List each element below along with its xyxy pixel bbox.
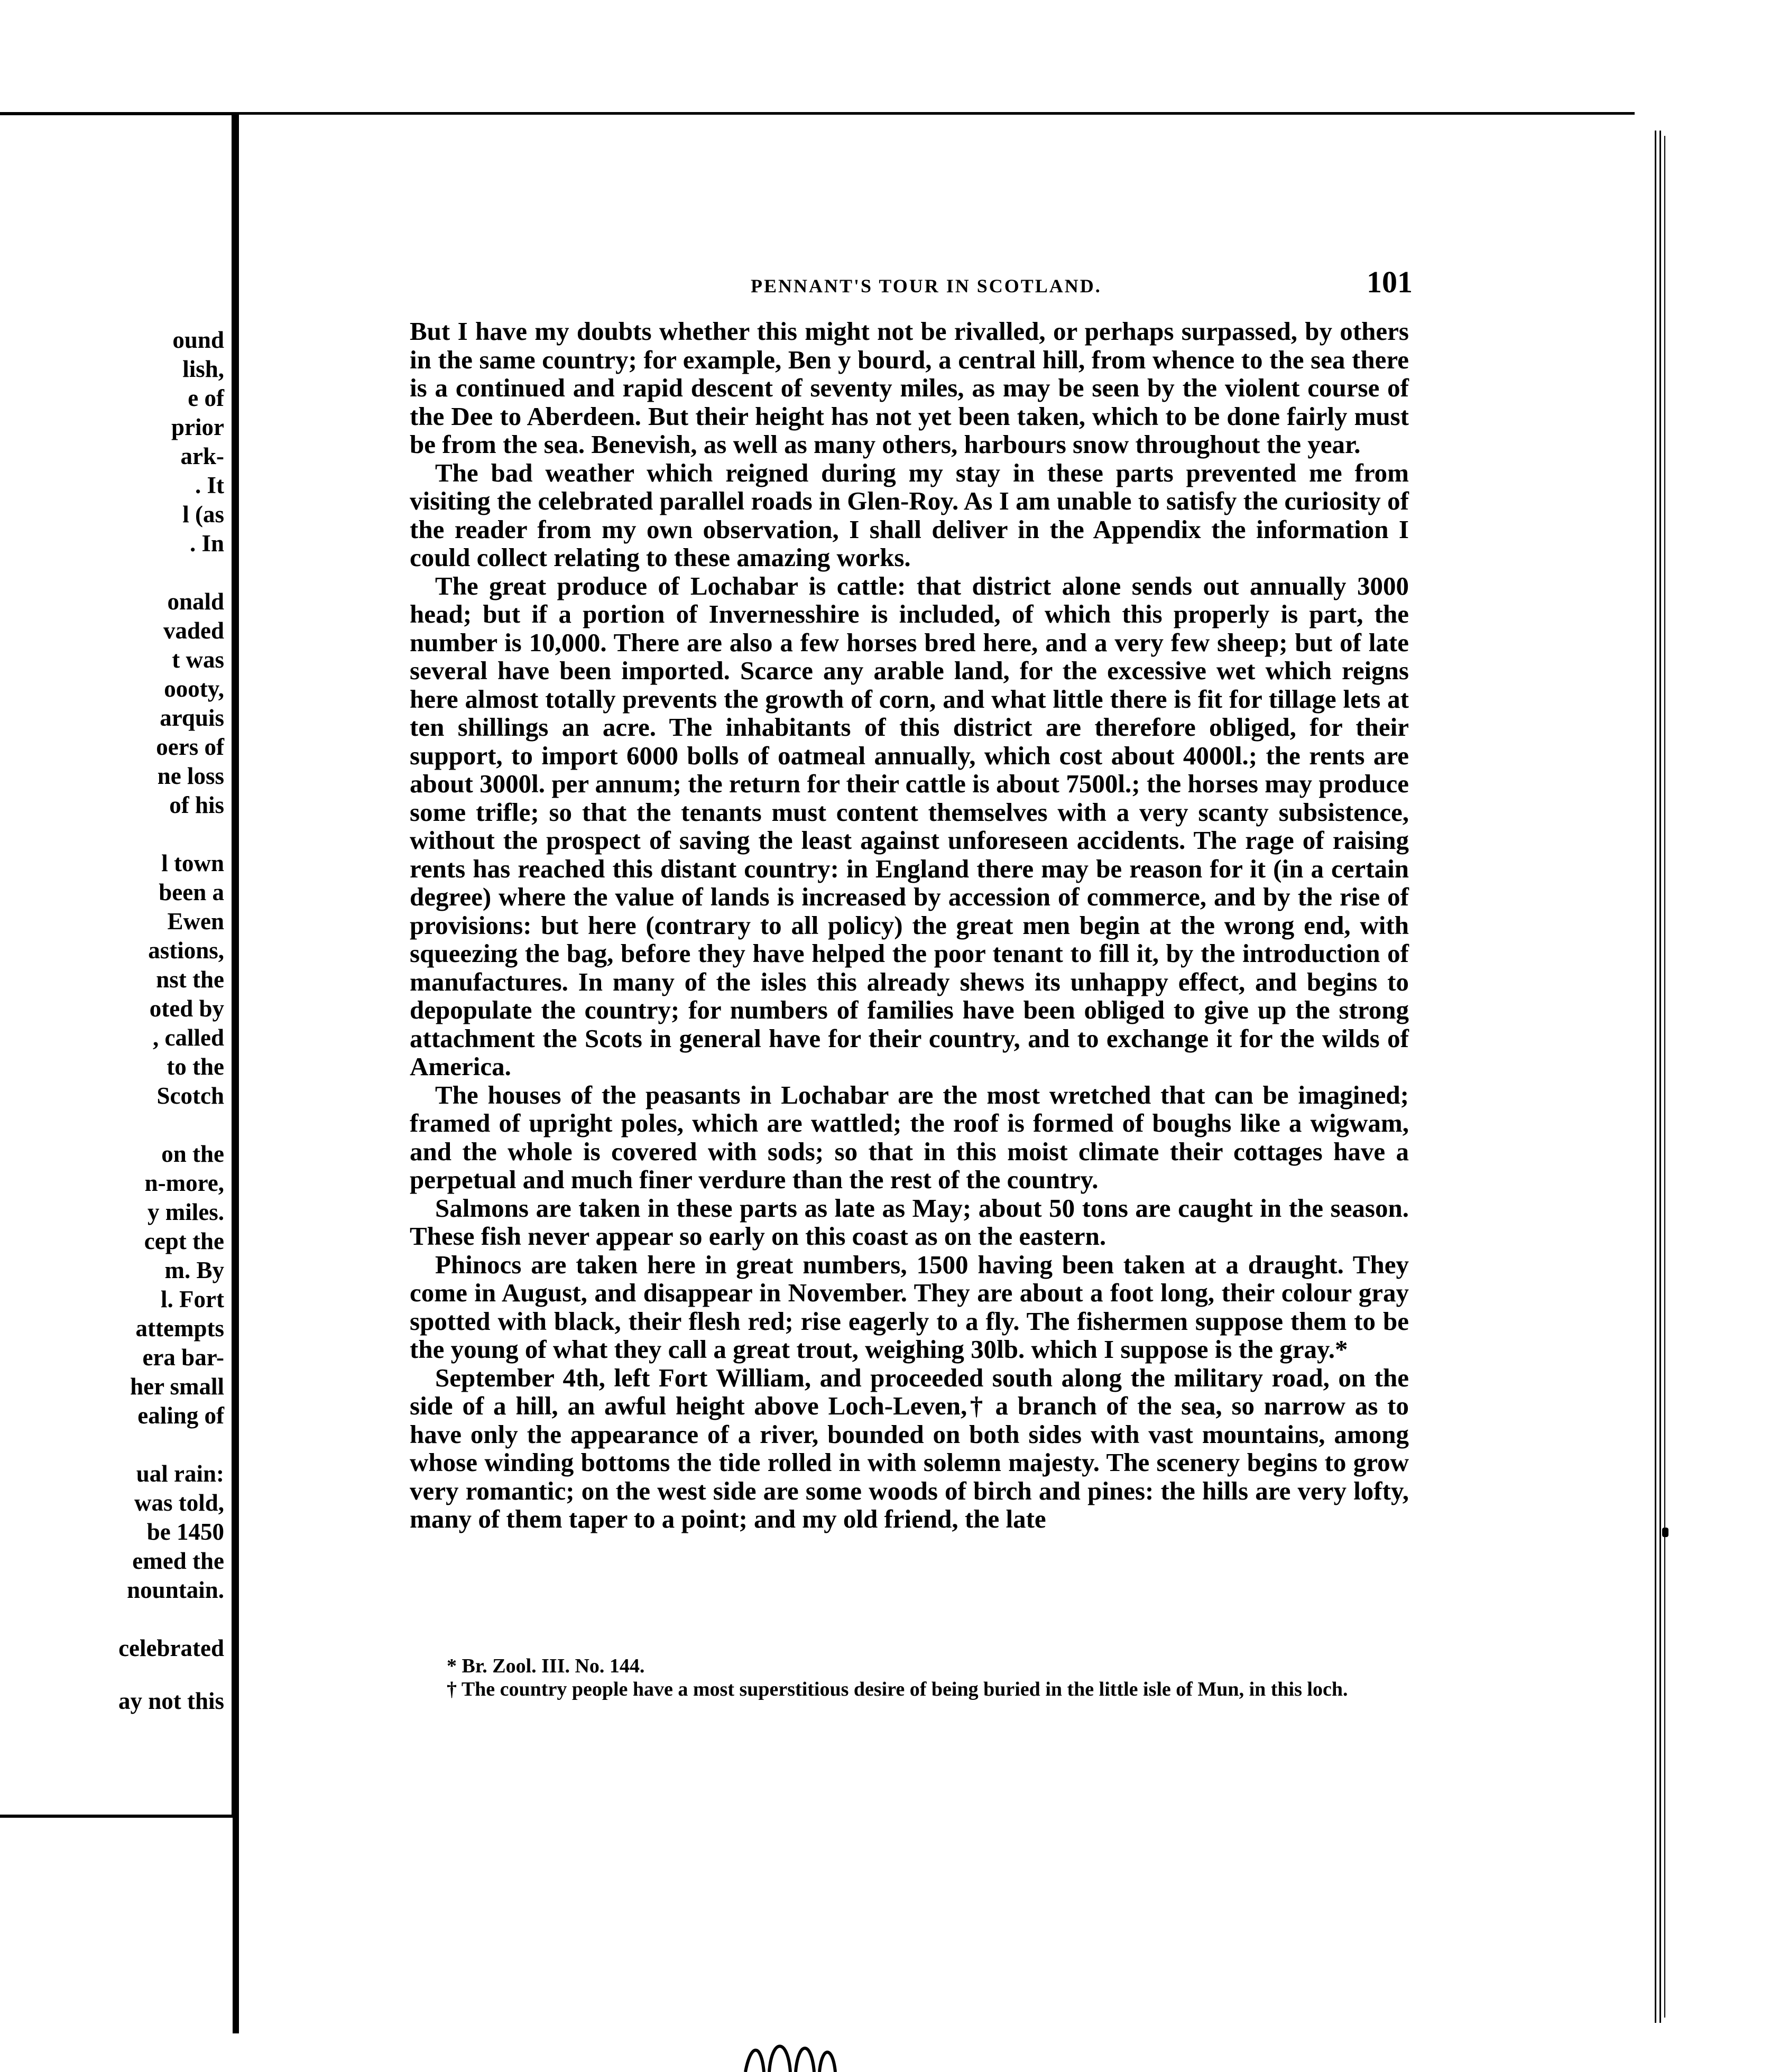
facing-page-line: her small xyxy=(130,1373,224,1400)
body-text xyxy=(410,317,1409,1533)
facing-page-line: ark- xyxy=(180,443,224,469)
paragraph: The bad weather which reigned during my stay in these parts prevented me from visiting the celebrated parallel roads in Glen-Roy. As I am unable to satisfy the curiosity of the reader from my own observation, I shall deliver in the Appendix the information I could collect relating to these amazing works. xyxy=(410,458,1409,572)
paragraph: Salmons are taken in these parts as late as May; about 50 tons are caught in the season. These fish never appear so early on this coast as on the eastern. xyxy=(410,1193,1409,1251)
facing-page-line: n-more, xyxy=(144,1170,224,1196)
facing-page-line: , called xyxy=(153,1024,224,1051)
footnote: † The country people have a most superstitious desire of being buried in the little isle of Mun, in this loch. xyxy=(447,1678,1348,1700)
facing-page-line: nountain. xyxy=(127,1577,224,1603)
facing-page-line: oted by xyxy=(149,995,224,1022)
page-edge xyxy=(1655,131,1661,2023)
paragraph: The houses of the peasants in Lochabar are the most wretched that can be imagined; framed of upright poles, which are wattled; the roof is formed of boughs like a wigwam, and the whole is covered with sods; so that in this moist climate their cottages have a perpetual and much finer verdure than the rest of the country. xyxy=(410,1080,1409,1194)
facing-page-line: ay not this xyxy=(118,1688,224,1714)
facing-page-left xyxy=(0,112,239,1818)
footnotes xyxy=(410,1654,1409,1701)
facing-page-line: . In xyxy=(189,530,224,557)
facing-page-line: lish, xyxy=(182,356,224,382)
footnote: * Br. Zool. III. No. 144. xyxy=(447,1655,645,1677)
facing-page-line: oooty, xyxy=(164,676,224,702)
facing-page-text xyxy=(0,115,227,1815)
facing-page-line: celebrated xyxy=(118,1635,224,1661)
facing-page-line: emed the xyxy=(132,1548,224,1574)
margin-mark xyxy=(1662,1528,1668,1537)
facing-page-line: vaded xyxy=(163,617,224,644)
facing-page-line: era bar- xyxy=(142,1344,224,1371)
facing-page-line: l. Fort xyxy=(161,1286,224,1312)
facing-page-line: cept the xyxy=(144,1228,224,1254)
facing-page-line: astions, xyxy=(148,937,224,964)
facing-page-line: nst the xyxy=(156,966,224,993)
paragraph: The great produce of Lochabar is cattle: that district alone sends out annually 3000 head; but if a portion of Invernesshire is included, of which this properly is part, the number is 10,000. There are also a few horses bred here, and a very few sheep; but of late several have been imported. Scarce any arable land, for the excessive wet which reigns here almost totally prevents the growth of corn, and what little there is fit for tillage lets at ten shillings an acre. The inhabitants of this district are therefore obliged, for their support, to import 6000 bolls of oatmeal annually, which cost about 4000l.; the rents are about 3000l. per annum; the return for their cattle is about 7500l.; the horses may produce some trifle; so that the tenants must content themselves with a very scanty subsistence, without the prospect of saving the least against unforeseen accidents. The rage of raising rents has reached this distant country: in England there may be reason for it (in a certain degree) where the value of lands is increased by accession of commerce, and by the rise of provisions: but here (contrary to all policy) the great men begin at the wrong end, with squeezing the bag, before they have helped the poor tenant to fill it, by the introduction of manufactures. In many of the isles this already shews its unhappy effect, and begins to depopulate the country; for numbers of families have been obliged to give up the strong attachment the Scots in general have for their country, and to exchange it for the wilds of America. xyxy=(410,571,1409,1081)
facing-page-line: m. By xyxy=(164,1257,224,1283)
facing-page-line: . It xyxy=(195,472,224,498)
facing-page-line: ne loss xyxy=(157,763,224,789)
paragraph: September 4th, left Fort William, and proceeded south along the military road, on the side of a hill, an awful height above Loch-Leven,† a branch of the sea, so narrow as to have only the appearance of a river, bounded on both sides with vast mountains, among whose winding bottoms the tide rolled in with solemn majesty. The scenery begins to grow very romantic; on the west side are some woods of birch and pines: the hills are very lofty, many of them taper to a point; and my old friend, the late xyxy=(410,1363,1409,1533)
facing-page-line: prior xyxy=(171,414,224,440)
facing-page-line: ealing of xyxy=(137,1402,224,1429)
binding-ornament xyxy=(740,2032,841,2072)
facing-page-line: to the xyxy=(167,1053,224,1080)
facing-page-line: l (as xyxy=(182,501,224,528)
facing-page-line: was told, xyxy=(134,1490,224,1516)
facing-page-line: oers of xyxy=(156,734,224,760)
page-number: 101 xyxy=(1367,265,1413,299)
facing-page-line: e of xyxy=(188,385,224,411)
facing-page-line: ound xyxy=(172,327,224,353)
facing-page-line: ual rain: xyxy=(136,1460,224,1487)
facing-page-line: attempts xyxy=(135,1315,224,1342)
facing-page-line: Scotch xyxy=(156,1083,224,1109)
page-edge-outer xyxy=(1664,136,1665,2018)
facing-page-line: of his xyxy=(169,792,224,818)
paragraph: Phinocs are taken here in great numbers, 1500 having been taken at a draught. They come in August, and disappear in November. They are about a foot long, their colour gray spotted with black, their flesh red; rise eagerly to a fly. The fishermen suppose them to be the young of what they call a great trout, weighing 30lb. which I suppose is the gray.* xyxy=(410,1250,1409,1364)
facing-page-line: l town xyxy=(161,850,224,876)
paragraph: But I have my doubts whether this might not be rivalled, or perhaps surpassed, by others in the same country; for example, Ben y bourd, a central hill, from whence to the sea there is a continued and rapid descent of seventy miles, as may be seen by the violent course of the Dee to Aberdeen. But their height has not yet been taken, which to be done fairly must be from the sea. Benevish, as well as many others, harbours snow throughout the year. xyxy=(410,317,1409,459)
facing-page-line: on the xyxy=(161,1141,224,1167)
running-head: PENNANT'S TOUR IN SCOTLAND. xyxy=(751,275,1102,297)
facing-page-line: been a xyxy=(159,879,224,905)
facing-page-line: t was xyxy=(172,646,224,673)
facing-page-line: Ewen xyxy=(167,908,224,935)
facing-page-line: arquis xyxy=(160,705,224,731)
facing-page-line: be 1450 xyxy=(146,1519,224,1545)
facing-page-line: onald xyxy=(167,588,224,615)
facing-page-line: y miles. xyxy=(147,1199,224,1225)
